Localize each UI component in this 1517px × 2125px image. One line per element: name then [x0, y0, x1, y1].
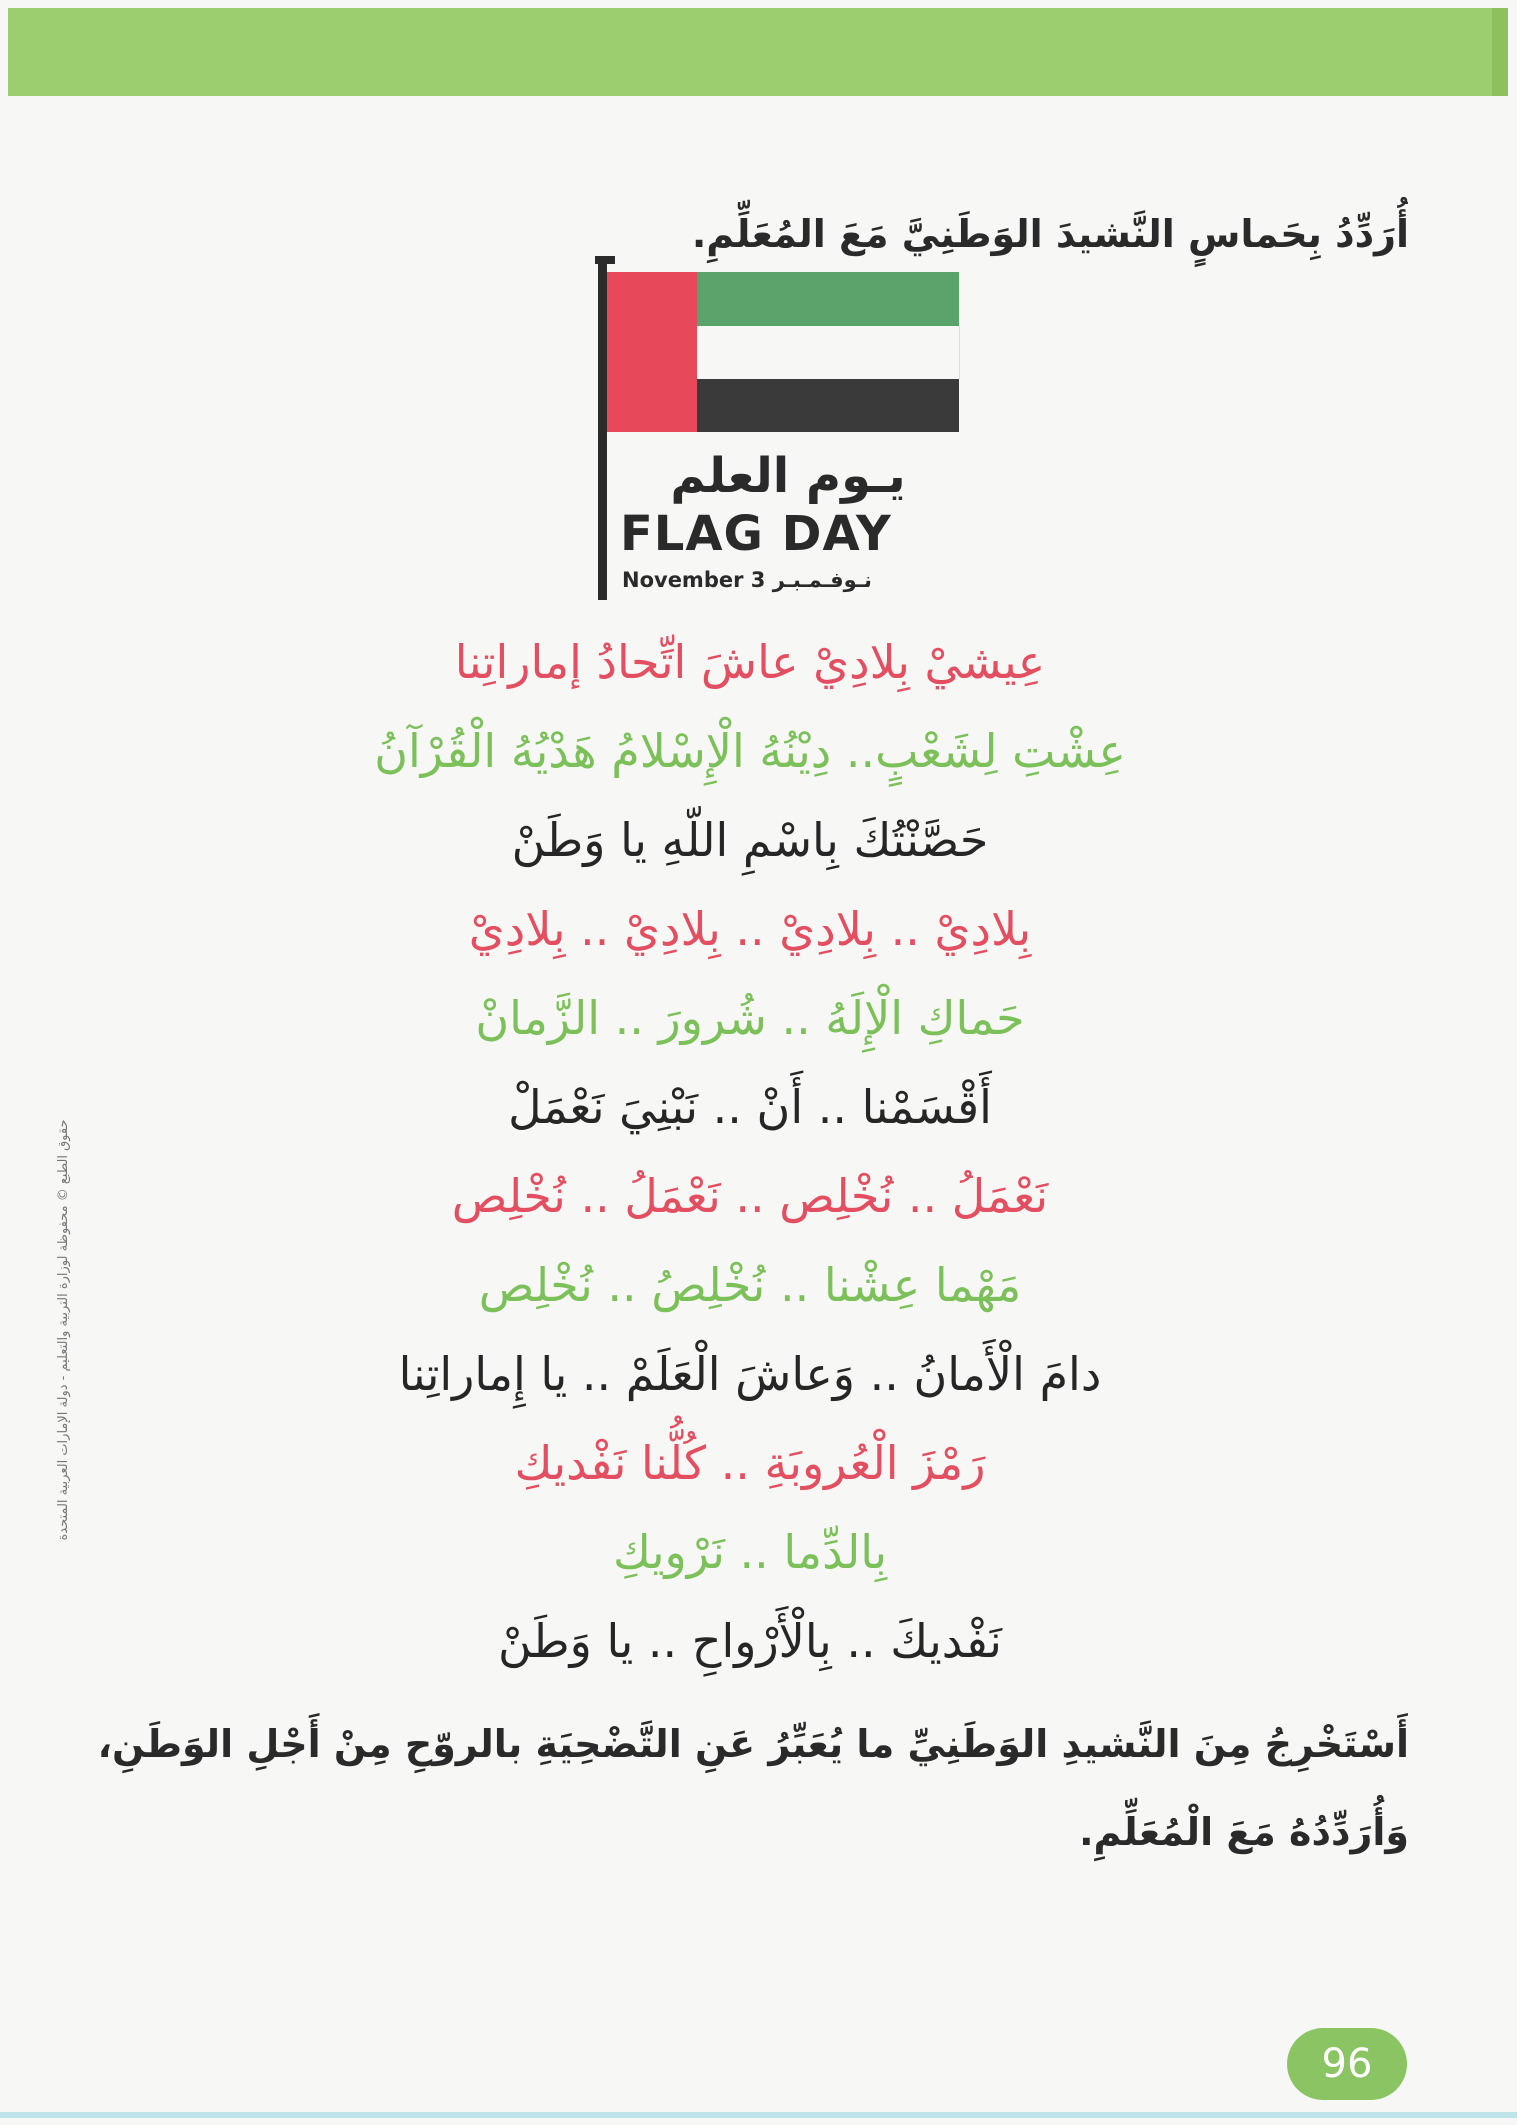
anthem-verse: نَفْديكَ .. بِالْأَرْواحِ .. يا وَطَنْ [497, 1614, 1002, 1668]
logo-date-en: November 3 [622, 568, 766, 592]
header-band [8, 8, 1508, 96]
anthem-verse: عِيشيْ بِلادِيْ عاشَ اتِّحادُ إماراتِنا [454, 635, 1046, 689]
national-anthem [300, 618, 1200, 1686]
anthem-verse: دامَ الْأَمانُ .. وَعاشَ الْعَلَمْ .. يا إِماراتِنا [398, 1347, 1102, 1401]
anthem-verse: رَمْزَ الْعُروبَةِ .. كُلُّنا نَفْديكِ [514, 1436, 986, 1490]
logo-arabic-title: يـوم العلم [670, 448, 906, 504]
bottom-rule [0, 2112, 1517, 2118]
flag-pole [598, 262, 607, 600]
instruction-extract-sacrifice: أَسْتَخْرِجُ مِنَ النَّشيدِ الوَطَنِيِّ ما يُعَبِّرُ عَنِ التَّضْحِيَةِ بالروّحِ مِنْ أَجْلِ الوَطَنِ، وَأُرَدِّدُهُ مَعَ الْمُعَلِّمِ. [97, 1722, 1409, 1854]
anthem-verse: أَقْسَمْنا .. أَنْ .. نَبْنِيَ نَعْمَلْ [508, 1080, 992, 1134]
header-band-edge [1492, 8, 1508, 96]
flag-white-stripe [697, 326, 960, 379]
anthem-verse: بِلادِيْ .. بِلادِيْ .. بِلادِيْ .. بِلادِيْ [468, 902, 1032, 956]
logo-date [622, 566, 952, 594]
flag-black-stripe [697, 379, 959, 432]
instruction-repeat-anthem: أُرَدِّدُ بِحَماسٍ النَّشيدَ الوَطَنِيَّ مَعَ المُعَلِّمِ. [691, 212, 1409, 256]
copyright-note: حقوق الطبع © محفوظة لوزارة التربية والتعليم - دولة الإمارات العربية المتحدة [56, 1119, 71, 1541]
logo-english-title: FLAG DAY [620, 506, 892, 562]
flag-green-stripe [697, 272, 959, 326]
anthem-verse: بِالدِّما .. نَرْويكِ [612, 1525, 888, 1579]
anthem-verse: حَماكِ الْإِلَهُ .. شُرورَ .. الزَّمانْ [475, 991, 1025, 1045]
flag-day-logo [598, 262, 978, 602]
flag-red-stripe [607, 272, 697, 432]
anthem-verse: عِشْتِ لِشَعْبٍ.. دِيْنُهُ الْإِسْلامُ هَدْيُهُ الْقُرْآنُ [374, 724, 1126, 778]
anthem-verse: حَصَّنْتُكَ بِاسْمِ اللّهِ يا وَطَنْ [511, 813, 989, 867]
anthem-verse: نَعْمَلُ .. نُخْلِص .. نَعْمَلُ .. نُخْلِص [451, 1169, 1049, 1223]
page-number: 96 [1287, 2028, 1407, 2100]
logo-date-ar: نـوفـمـبـر [772, 568, 872, 592]
anthem-verse: مَهْما عِشْنا .. نُخْلِصُ .. نُخْلِص [478, 1258, 1022, 1312]
